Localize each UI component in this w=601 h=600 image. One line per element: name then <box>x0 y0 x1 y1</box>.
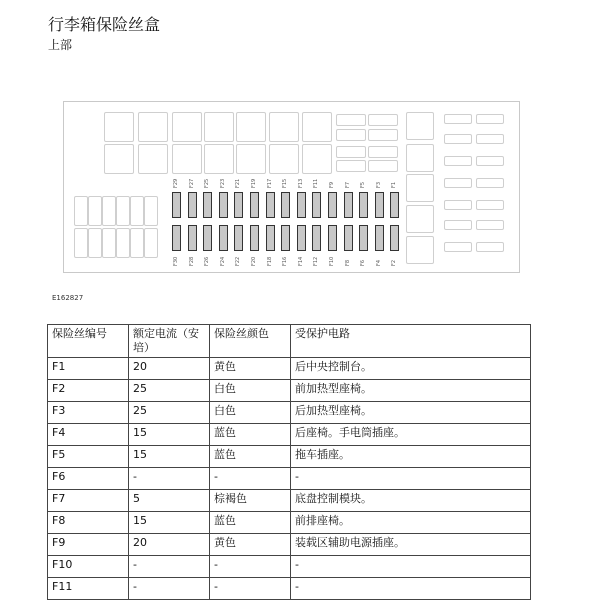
table-cell: 15 <box>129 446 210 468</box>
maxi-fuse-slot <box>476 156 504 166</box>
table-cell: F1 <box>48 358 129 380</box>
table-cell: 白色 <box>210 380 291 402</box>
fuse-label-top: F5 <box>360 181 367 188</box>
fuse-slot <box>219 225 228 251</box>
relay-slot <box>144 228 158 258</box>
fuse-slot <box>203 192 212 218</box>
relay <box>104 112 134 142</box>
fuse-label-top: F7 <box>344 181 351 188</box>
fuse-label-top: F3 <box>375 181 382 188</box>
maxi-fuse-slot <box>444 200 472 210</box>
fuse-label-top: F19 <box>251 178 257 188</box>
fuse-slot <box>219 192 228 218</box>
table-cell: 前加热型座椅。 <box>291 380 531 402</box>
fuse-box-diagram <box>63 101 520 273</box>
mini-relay <box>368 146 398 158</box>
fuse-label-bottom: F26 <box>204 256 211 266</box>
table-cell: - <box>210 468 291 490</box>
maxi-fuse-slot <box>444 220 472 230</box>
relay-slot <box>130 228 144 258</box>
fuse-label-top: F17 <box>266 178 273 188</box>
fuse-label-bottom: F22 <box>235 256 242 266</box>
table-cell: - <box>129 556 210 578</box>
relay <box>406 112 434 140</box>
fuse-slot <box>375 225 384 251</box>
relay <box>269 112 299 142</box>
fuse-slot <box>328 225 337 251</box>
table-header-row <box>48 325 531 358</box>
mini-relay <box>336 114 366 126</box>
fuse-slot <box>188 192 197 218</box>
page-title: 行李箱保险丝盒 <box>48 15 161 34</box>
table-cell: 25 <box>129 402 210 424</box>
fuse-label-bottom: F2 <box>391 259 398 266</box>
table-cell: 蓝色 <box>210 512 291 534</box>
fuse-label-bottom: F16 <box>282 256 289 266</box>
relay-slot <box>116 228 130 258</box>
fuse-label-top: F29 <box>173 178 179 188</box>
table-row <box>48 512 531 534</box>
table-cell: F9 <box>48 534 129 556</box>
fuse-label-bottom: F6 <box>360 259 367 266</box>
relay-slot <box>116 196 130 226</box>
table-row <box>48 358 531 380</box>
table-cell: 装载区辅助电源插座。 <box>291 534 531 556</box>
fuse-label-top: F13 <box>297 178 304 188</box>
maxi-fuse-slot <box>476 178 504 188</box>
relay <box>406 174 434 202</box>
table-cell: 后加热型座椅。 <box>291 402 531 424</box>
table-cell: 20 <box>129 534 210 556</box>
fuse-slot <box>297 192 306 218</box>
fuse-label-bottom: F20 <box>251 256 257 266</box>
fuse-label-bottom: F18 <box>266 256 273 266</box>
table-cell: 25 <box>129 380 210 402</box>
table-cell: 白色 <box>210 402 291 424</box>
mini-relay <box>336 129 366 141</box>
table-cell: 15 <box>129 424 210 446</box>
relay-slot <box>102 228 116 258</box>
relay <box>236 144 266 174</box>
table-cell: 蓝色 <box>210 446 291 468</box>
fuse-slot <box>234 225 243 251</box>
table-cell: - <box>210 578 291 600</box>
maxi-fuse-slot <box>444 156 472 166</box>
fuse-slot <box>266 225 275 251</box>
table-cell: 蓝色 <box>210 424 291 446</box>
table-cell: 黄色 <box>210 358 291 380</box>
relay-slot <box>144 196 158 226</box>
relay <box>172 112 202 142</box>
maxi-fuse-slot <box>444 242 472 252</box>
fuse-label-top: F11 <box>313 178 320 188</box>
fuse-label-bottom: F28 <box>188 256 195 266</box>
table-cell: 黄色 <box>210 534 291 556</box>
fuse-slot <box>344 225 353 251</box>
table-cell: - <box>210 556 291 578</box>
table-cell: - <box>129 468 210 490</box>
maxi-fuse-slot <box>476 134 504 144</box>
relay-slot <box>88 196 102 226</box>
relay <box>302 112 332 142</box>
fuse-slot <box>359 192 368 218</box>
relay <box>302 144 332 174</box>
fuse-slot <box>297 225 306 251</box>
fuse-slot <box>375 192 384 218</box>
relay <box>236 112 266 142</box>
fuse-slot <box>172 225 181 251</box>
table-cell: F2 <box>48 380 129 402</box>
table-row <box>48 490 531 512</box>
fuse-slot <box>390 192 399 218</box>
table-cell: F8 <box>48 512 129 534</box>
relay <box>104 144 134 174</box>
fuse-label-top: F21 <box>235 178 242 188</box>
table-cell: - <box>291 468 531 490</box>
fuse-label-top: F9 <box>329 181 335 188</box>
fuse-label-bottom: F24 <box>219 256 226 266</box>
fuse-label-top: F27 <box>188 178 195 188</box>
fuse-label-bottom: F30 <box>173 256 179 266</box>
relay <box>406 236 434 264</box>
relay-slot <box>102 196 116 226</box>
relay <box>138 144 168 174</box>
maxi-fuse-slot <box>476 242 504 252</box>
table-row <box>48 380 531 402</box>
table-cell: 拖车插座。 <box>291 446 531 468</box>
table-cell: 前排座椅。 <box>291 512 531 534</box>
header-fuse-number: 保险丝编号 <box>48 325 129 358</box>
table-row <box>48 534 531 556</box>
fuse-slot <box>390 225 399 251</box>
table-row <box>48 578 531 600</box>
table-cell: F11 <box>48 578 129 600</box>
table-cell: - <box>291 578 531 600</box>
table-cell: 5 <box>129 490 210 512</box>
table-cell: F3 <box>48 402 129 424</box>
maxi-fuse-slot <box>444 178 472 188</box>
fuse-slot <box>359 225 368 251</box>
table-row <box>48 446 531 468</box>
table-cell: 后中央控制台。 <box>291 358 531 380</box>
fuse-label-bottom: F14 <box>297 256 304 266</box>
maxi-fuse-slot <box>444 134 472 144</box>
mini-relay <box>368 160 398 172</box>
header-color: 保险丝颜色 <box>210 325 291 358</box>
fuse-label-top: F23 <box>219 178 226 188</box>
relay-slot <box>74 228 88 258</box>
table-cell: 15 <box>129 512 210 534</box>
fuse-label-bottom: F4 <box>375 259 382 266</box>
fuse-slot <box>250 225 259 251</box>
table-row <box>48 556 531 578</box>
fuse-slot <box>328 192 337 218</box>
relay-slot <box>88 228 102 258</box>
table-cell: - <box>129 578 210 600</box>
table-cell: F4 <box>48 424 129 446</box>
fuse-slot <box>312 192 321 218</box>
mini-relay <box>336 146 366 158</box>
fuse-label-bottom: F10 <box>329 256 335 266</box>
table-cell: 20 <box>129 358 210 380</box>
maxi-fuse-slot <box>476 200 504 210</box>
table-cell: F6 <box>48 468 129 490</box>
relay <box>204 144 234 174</box>
mini-relay <box>336 160 366 172</box>
mini-relay <box>368 129 398 141</box>
relay <box>172 144 202 174</box>
table-cell: F5 <box>48 446 129 468</box>
fuse-slot <box>203 225 212 251</box>
table-cell: 底盘控制模块。 <box>291 490 531 512</box>
table-cell: F7 <box>48 490 129 512</box>
table-row <box>48 402 531 424</box>
fuse-label-bottom: F12 <box>313 256 320 266</box>
header-rating: 额定电流（安培） <box>129 325 210 358</box>
table-cell: 后座椅。手电筒插座。 <box>291 424 531 446</box>
relay <box>269 144 299 174</box>
fuse-slot <box>250 192 259 218</box>
fuse-slot <box>312 225 321 251</box>
fuse-label-top: F1 <box>391 181 398 188</box>
relay-slot <box>74 196 88 226</box>
fuse-table <box>47 324 531 600</box>
table-cell: 棕褐色 <box>210 490 291 512</box>
fuse-slot <box>172 192 181 218</box>
relay <box>204 112 234 142</box>
page-subtitle: 上部 <box>48 38 73 52</box>
table-cell: - <box>291 556 531 578</box>
relay-slot <box>130 196 144 226</box>
relay <box>406 144 434 172</box>
fuse-slot <box>234 192 243 218</box>
figure-code: E162827 <box>52 294 84 302</box>
fuse-label-bottom: F8 <box>344 259 351 266</box>
fuse-label-top: F15 <box>282 178 289 188</box>
fuse-slot <box>281 192 290 218</box>
maxi-fuse-slot <box>476 220 504 230</box>
table-row <box>48 424 531 446</box>
fuse-slot <box>188 225 197 251</box>
fuse-slot <box>266 192 275 218</box>
table-cell: F10 <box>48 556 129 578</box>
relay <box>406 205 434 233</box>
fuse-label-top: F25 <box>204 178 211 188</box>
maxi-fuse-slot <box>444 114 472 124</box>
fuse-slot <box>344 192 353 218</box>
mini-relay <box>368 114 398 126</box>
fuse-slot <box>281 225 290 251</box>
relay <box>138 112 168 142</box>
header-circuit: 受保护电路 <box>291 325 531 358</box>
table-row <box>48 468 531 490</box>
maxi-fuse-slot <box>476 114 504 124</box>
